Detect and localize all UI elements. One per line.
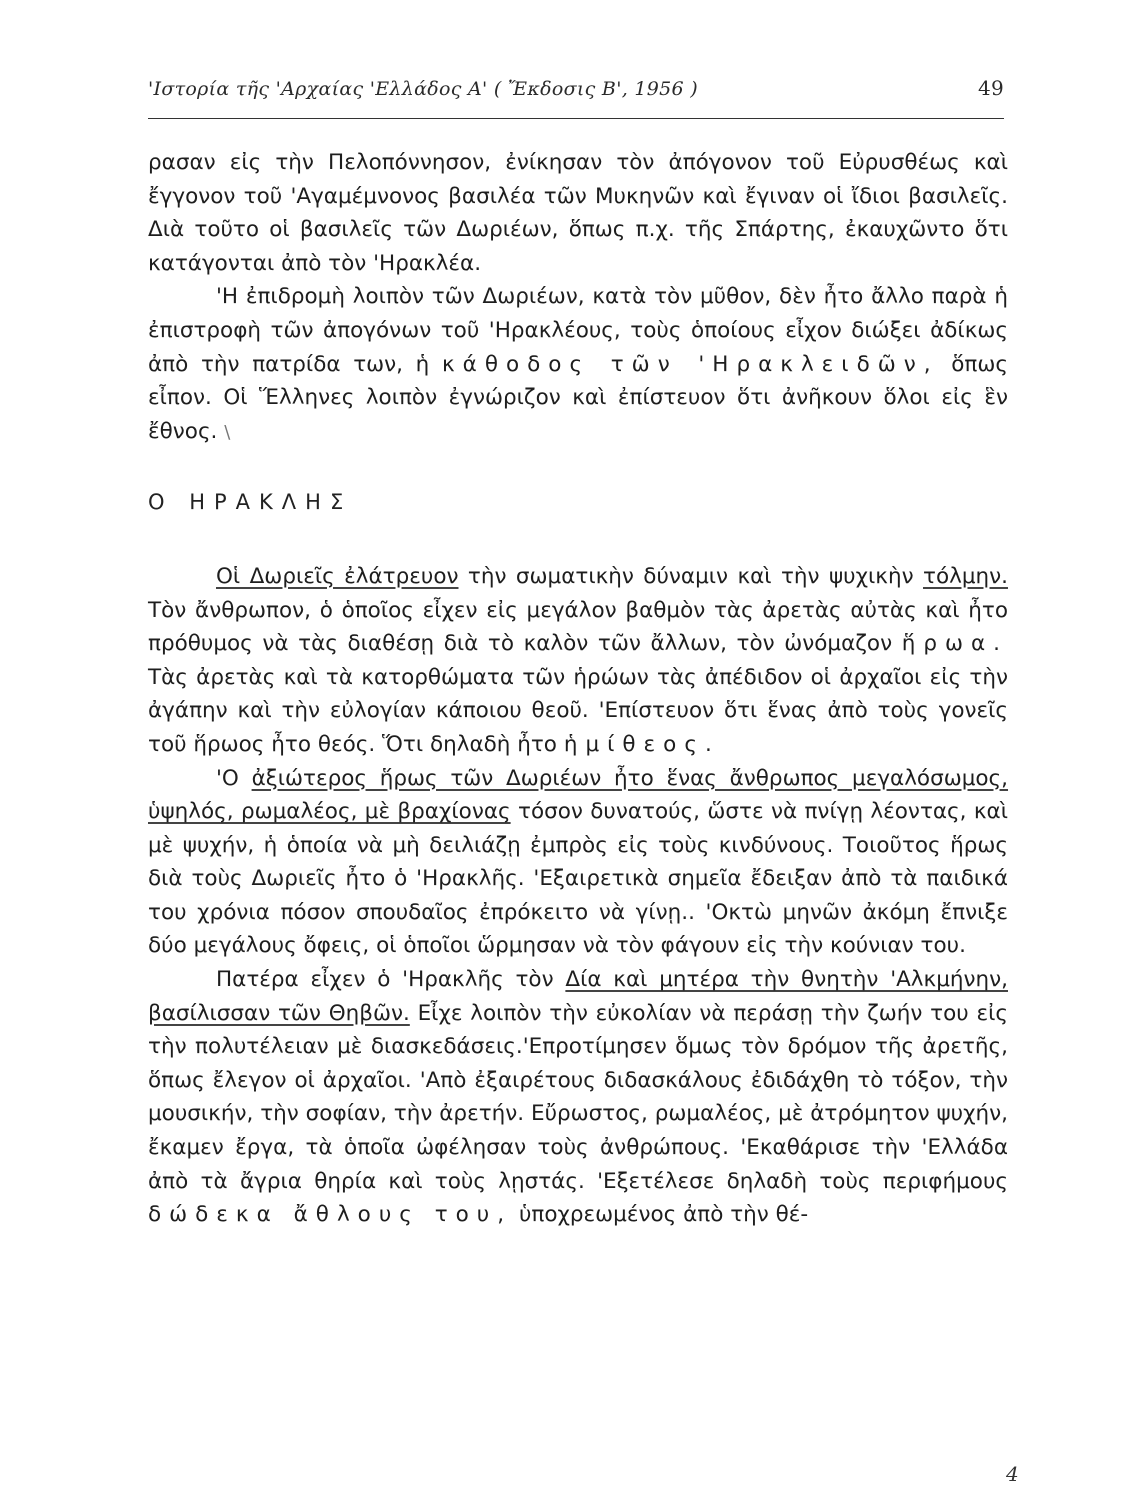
running-head	[148, 76, 1004, 100]
section-heading: Ο ΗΡΑΚΛΗΣ	[148, 490, 353, 515]
header-rule	[148, 118, 1004, 119]
paragraph-3: Οἱ Δωριεῖς ἐλάτρευον τὴν σωματικὴν δύναμιν καὶ τὴν ψυχικὴν τόλμην. Τὸν ἄνθρωπον, ὁ ὁποῖος εἶχεν εἰς μεγάλον βαθμὸν τὰς ἀρετὰς αὐτὰς καὶ ἦτο πρόθυμος νὰ τὰς διαθέσῃ διὰ τὸ καλὸν τῶν ἄλλων, τὸν ὠνόμαζον ἥρωα. Τὰς ἀρετὰς καὶ τὰ κατορθώματα τῶν ἡρώων τὰς ἀπέδιδον οἱ ἀρχαῖοι εἰς τὴν ἀγάπην καὶ τὴν εὐλογίαν κάποιου θεοῦ. 'Επίστευον ὅτι ἕνας ἀπὸ τοὺς γονεῖς τοῦ ἥρωος ἦτο θεός. Ὅτι δηλαδὴ ἦτο ἡμίθεος.	[148, 563, 1008, 757]
body-text	[148, 146, 1008, 1232]
pencil-mark: \	[224, 421, 231, 443]
spaced-emphasis: δώδεκα ἄθλους του,	[148, 1202, 513, 1228]
underlined-text: ἀξιώτερος ἥρως τῶν Δωριέων ἦτο ἕνας ἄνθρωπος μεγαλόσωμος, ὑψηλός, ρωμαλέος, μὲ βραχίονας	[148, 765, 1009, 825]
spaced-emphasis: ἥρωα.	[901, 631, 1008, 657]
underlined-text: Οἱ Δωριεῖς ἐλάτρευον	[216, 563, 459, 589]
paragraph-1: ρασαν εἰς τὴν Πελοπόννησον, ἐνίκησαν τὸν ἀπόγονον τοῦ Εὐρυσθέως καὶ ἔγγονον τοῦ 'Αγαμέμνονος βασιλέα τῶν Μυκηνῶν καὶ ἔγιναν οἱ ἴδιοι βασιλεῖς. Διὰ τοῦτο οἱ βασιλεῖς τῶν Δωριέων, ὅπως π.χ. τῆς Σπάρτης, ἐκαυχῶντο ὅτι κατάγονται ἀπὸ τὸν 'Ηρακλέα.	[148, 150, 1008, 276]
running-head-title: 'Ιστορία τῆς 'Αρχαίας 'Ελλάδος Α' ( Ἔκδοσις Β', 1956 )	[148, 78, 698, 100]
spaced-emphasis: κάθοδος τῶν 'Ηρακλειδῶν,	[441, 351, 939, 377]
page-number: 49	[977, 76, 1004, 100]
underlined-text: τόλμην.	[923, 563, 1008, 589]
footer-mark: 4	[1006, 1462, 1019, 1486]
spaced-emphasis: ἡμίθεος.	[563, 731, 720, 757]
paragraph-4: 'Ο ἀξιώτερος ἥρως τῶν Δωριέων ἦτο ἕνας ἄνθρωπος μεγαλόσωμος, ὑψηλός, ρωμαλέος, μὲ βραχίονας τόσον δυνατούς, ὥστε νὰ πνίγῃ λέοντας, καὶ μὲ ψυχήν, ἡ ὁποία νὰ μὴ δειλιάζῃ ἐμπρὸς εἰς τοὺς κινδύνους. Τοιοῦτος ἥρως διὰ τοὺς Δωριεῖς ἦτο ὁ 'Ηρακλῆς. 'Εξαιρετικὰ σημεῖα ἔδειξαν ἀπὸ τὰ παιδικά του χρόνια πόσον σπουδαῖος ἐπρόκειτο νὰ γίνῃ.. 'Οκτὼ μηνῶν ἀκόμη ἔπνιξε δύο μεγάλους ὄφεις, οἱ ὁποῖοι ὥρμησαν νὰ τὸν φάγουν εἰς τὴν κούνιαν του.	[148, 765, 1009, 959]
paragraph-5: Πατέρα εἶχεν ὁ 'Ηρακλῆς τὸν Δία καὶ μητέρα τὴν θνητὴν 'Αλκμήνην, βασίλισσαν τῶν Θηβῶν. Εἶχε λοιπὸν τὴν εὐκολίαν νὰ περάσῃ τὴν ζωήν του εἰς τὴν πολυτέλειαν μὲ διασκεδάσεις.'Επροτίμησεν ὅμως τὸν δρόμον τῆς ἀρετῆς, ὅπως ἔλεγον οἱ ἀρχαῖοι. 'Απὸ ἐξαιρέτους διδασκάλους ἐδιδάχθη τὸ τόξον, τὴν μουσικήν, τὴν σοφίαν, τὴν ἀρετήν. Εὔρωστος, ρωμαλέος, μὲ ἀτρόμητον ψυχήν, ἔκαμεν ἔργα, τὰ ὁποῖα ὠφέλησαν τοὺς ἀνθρώπους. 'Εκαθάρισε τὴν 'Ελλάδα ἀπὸ τὰ ἄγρια θηρία καὶ τοὺς λῃστάς. 'Εξετέλεσε δηλαδὴ τοὺς περιφήμους δώδεκα ἄθλους του, ὑποχρεωμένος ἀπὸ τὴν θέ-	[148, 967, 1008, 1228]
underlined-text: Δία καὶ μητέρα τὴν θνητὴν 'Αλκμήνην, βασίλισσαν τῶν Θηβῶν.	[148, 967, 1008, 1026]
paragraph-2: 'Η ἐπιδρομὴ λοιπὸν τῶν Δωριέων, κατὰ τὸν μῦθον, δὲν ἦτο ἄλλο παρὰ ἡ ἐπιστροφὴ τῶν ἀπογόνων τοῦ 'Ηρακλέους, τοὺς ὁποίους εἶχον διώξει ἀδίκως ἀπὸ τὴν πατρίδα των, ἡ κάθοδος τῶν 'Ηρακλειδῶν, ὅπως εἶπον. Οἱ Ἕλληνες λοιπὸν ἐγνώριζον καὶ ἐπίστευον ὅτι ἀνῆκουν ὅλοι εἰς ἓν ἔθνος. \	[148, 284, 1008, 444]
